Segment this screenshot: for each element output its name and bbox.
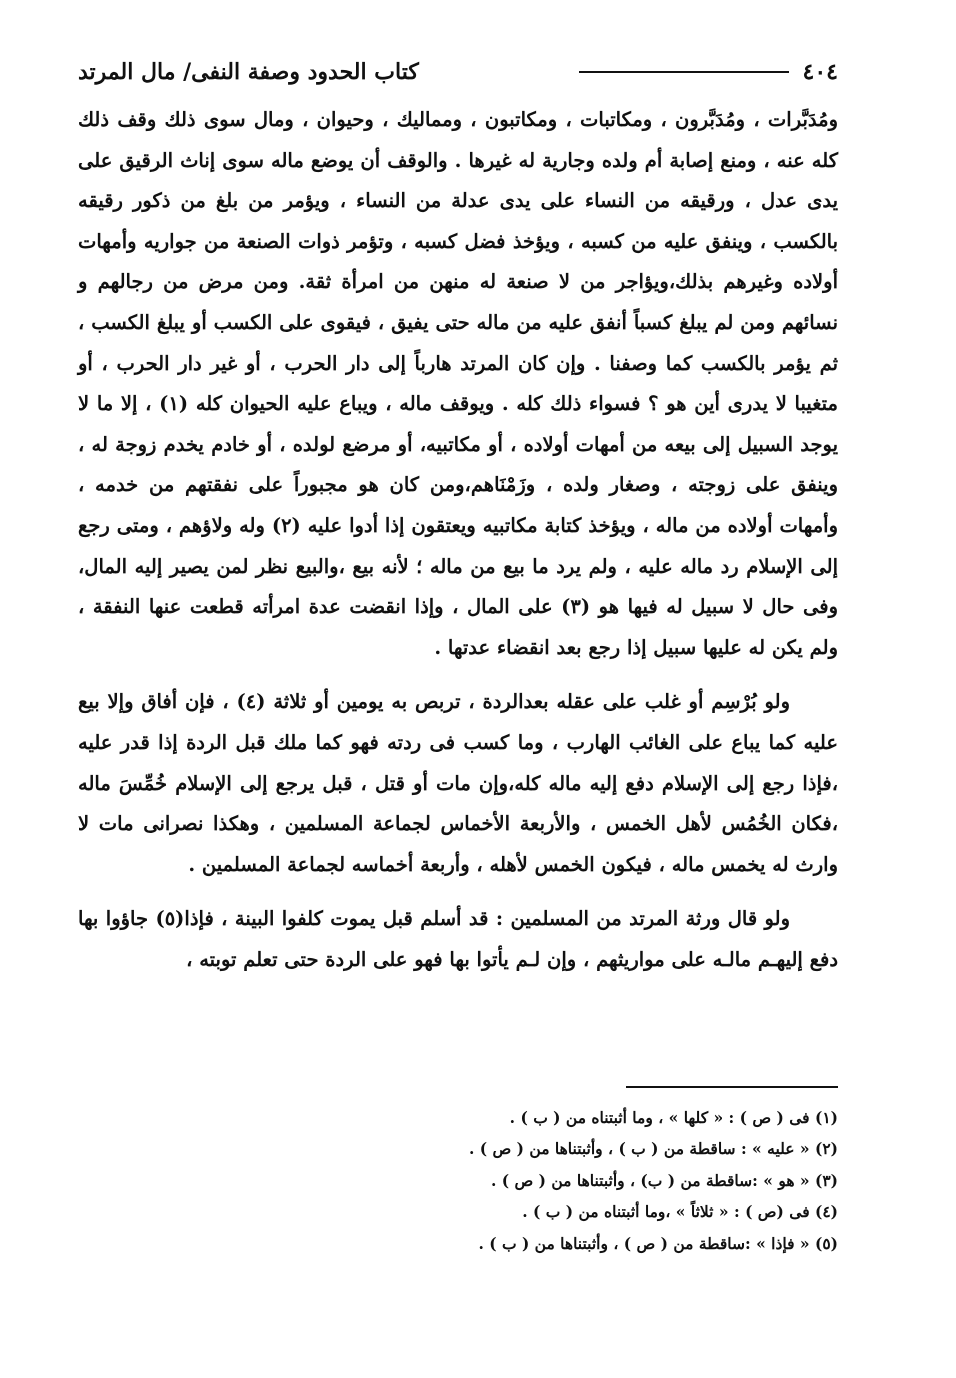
header-rule <box>579 71 789 73</box>
main-text <box>78 100 838 980</box>
book-page <box>78 52 838 1342</box>
footnote-3: (٣) « هو » :ساقطة من ( ب) ، وأثبتناها من ( ص ) . <box>491 1170 838 1190</box>
paragraph-2: ولو بُرْسِم أو غلب على عقله بعدالردة ، تربص به يومين أو ثلاثة (٤) ، فإن أفاق وإلا بيع عليه كما يباع على الغائب الهارب ، وما كسب فى ردته فهو كما ملك قبل الردة إذا قدر عليه ،فإذا رجع إلى الإسلام دفع إليه ماله كله،وإن مات أو قتل ، قبل يرجع إلى الإسلام خُمِّسَ ماله ،فكان الخُمُس لأهل الخمس ، والأربعة الأخماس لجماعة المسلمين ، وهكذا نصرانى مات لا وارث له يخمس ماله ، فيكون الخمس لأهله ، وأربعة أخماسه لجماعة المسلمين . <box>78 690 838 876</box>
page-number: ٤٠٤ <box>802 59 838 85</box>
footnote-1: (١) فى ( ص ) : « كلها » ، وما أثبتناه من ( ب ) . <box>509 1108 838 1127</box>
paragraph-1: ومُدَبَّرات ، ومُدَبَّرون ، ومكاتبات ، ومكاتبون ، ومماليك ، وحيوان ، ومال سوى ذلك وقف ذلك كله عنه ، ومنع إصابة أم ولده وجارية له غيرها . والوقف أن يوضع ماله سوى إناث الرقيق على يدى عدل ، ورقيقه من النساء على يدى عدلة من النساء ، ويؤمر من بلغ من ذكور رقيقه بالكسب ، وينفق عليه من كسبه ، ويؤخذ فضل كسبه ، وتؤمر ذوات الصنعة من جواريه وأمهات أولاده وغيرهم بذلك،ويؤاجر من لا صنعة له منهن من امرأة ثقة. ومن مرض من رجالهم و نسائهم ومن لم يبلغ كسباً أنفق عليه من ماله حتى يفيق ، فيقوى على الكسب أو يبلغ الكسب ، ثم يؤمر بالكسب كما وصفنا . وإن كان المرتد هارباً إلى دار الحرب ، أو غير دار الحرب ، أو متغيبا لا يدرى أين هو ؟ فسواء ذلك كله . ويوقف ماله ، ويباع عليه الحيوان كله (١) ، إلا ما لا يوجد السبيل إلى بيعه من أمهات أولاده ، أو مكاتبيه، أو مرضع لولده ، أو خادم يخدم زوجة له ، وينفق على زوجته ، وصغار ولده ، وزَمْنَاهم،ومن كان هو مجبوراً على نفقتهم من خدمه ، وأمهات أولاده من ماله ، ويؤخذ كتابة مكاتبيه ويعتقون إذا أدوا عليه (٢) وله ولاؤهم ، ومتى رجع إلى الإسلام رد ماله عليه ، ولم يرد ما بيع من ماله ؛ لأنه بيع ،والبيع نظر لمن يصير إليه المال، وفى حال لا سبيل له فيها هو (٣) على المال ، وإذا انقضت عدة امرأته قطعت عنها النفقة ، ولم يكن له عليها سبيل إذا رجع بعد انقضاء عدتها . <box>78 108 839 659</box>
footnote-4: (٤) فى (ص ) : « ثلاثاً » ،وما أثبتناه من ( ب ) . <box>522 1202 838 1222</box>
footnotes <box>78 1102 838 1259</box>
footnote-5: (٥) « فإذا » :ساقطة من ( ص ) ، وأثبتناها من ( ب ) . <box>478 1233 838 1253</box>
page-header <box>78 52 838 92</box>
footnote-separator <box>626 1086 838 1088</box>
running-title: كتاب الحدود وصفة النفى/ مال المرتد <box>78 59 419 85</box>
footnote-2: (٢) « عليه » : ساقطة من ( ب ) ، وأثبتناها من ( ص ) . <box>469 1139 838 1159</box>
paragraph-3: ولو قال ورثة المرتد من المسلمين : قد أسلم قبل يموت كلفوا البينة ، فإذا(٥) جاؤوا بها دفع إليهـم مالـه على مواريثهم ، وإن لـم يأتوا بها فهو على الردة حتى تعلم توبته ، <box>78 907 838 971</box>
